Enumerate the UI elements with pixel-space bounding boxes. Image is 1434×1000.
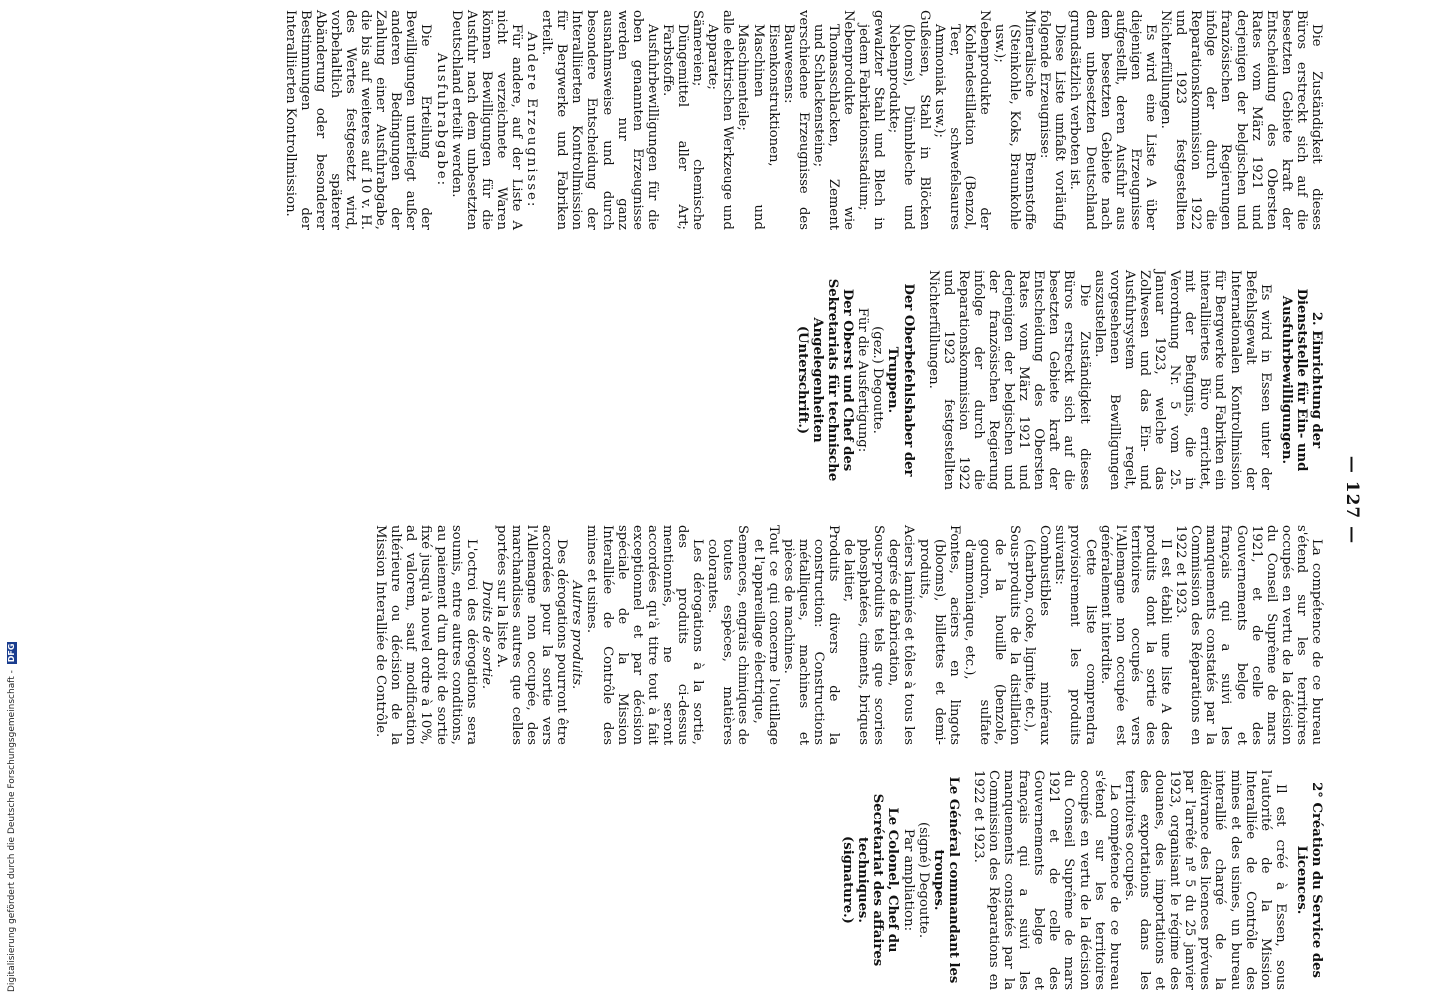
german-heading-andere: Andere Erzeugnisse: [524, 31, 540, 209]
french-list-item: Tout ce qui concerne l'outillage et l'appareillage électrique, [750, 525, 781, 745]
german-paragraph: Die Zuständigkeit dieses Büros erstreckt sich auf die besetzten Gebiete kraft der Entscheidung des Obersten Rates vom März 1921 und derjenigen der belgischen und der französischen Regierung infolge der durch die Reparationskommission 1922 und 1923 festgestellten Nichterfüllungen. [925, 270, 1092, 490]
french-paragraph: L'octroi des dérogations sera soumis, entre autres conditions, au paiement d'un droit de sortie fixé jusqu'à nouvel ordre à 10%, ad valorem, sauf modification ultérieure ou décision de la Mission Interalliée de Contrôle. [373, 525, 479, 745]
german-signature-name: (gez.) Degoutte. [870, 326, 886, 434]
french-list-item: Produits divers de la construction: Constructions métalliques, machines et pièces de machines. [780, 525, 841, 745]
french-heading-creation: 2° Création du Service des Licences. [1293, 782, 1324, 978]
german-signature-title: Der Oberbefehlshaber der Truppen. [885, 283, 916, 477]
german-list-item: Gußeisen, Stahl in Blöcken (blooms), Dünnbleche und Nebenprodukte; [886, 10, 932, 230]
german-paragraph: Es wird in Essen unter der Befehlsgewalt der Internationalen Kontrollmission für Bergwerke und Fabriken ein interalliiertes Büro errichtet, mit der Befugnis, die in Verordnung Nr. 5 vom 25. Januar 1923, welche das Zollwesen und das Ein- und Ausfuhrsystem regelt, vorgesehenen Bewilligungen auszustellen. [1091, 270, 1273, 490]
german-list-item: Mineralische Brennstoffe (Steinkohle, Koks, Braunkohle usw.); [992, 10, 1038, 230]
french-column-1 [373, 525, 1324, 745]
french-paragraph: Cette liste comprendra provisoirement les produits suivants: [1052, 525, 1098, 745]
french-signature-ampliation: Par ampliation: [900, 828, 916, 932]
french-list-item: Semences, engrais chimiques de toutes espèces, matières colorantes. [705, 525, 751, 745]
german-signature-mark: (Unterschrift.) [794, 325, 810, 435]
german-list-item: alle elektrischen Werkzeuge und Apparate; [705, 10, 736, 230]
german-column-1 [283, 10, 1324, 230]
french-column-2 [840, 770, 1324, 990]
german-paragraph: Für andere, auf der Liste A nicht verzeichnete Waren können Bewilligungen für die Ausfuhr nach dem unbesetzten Deutschland erteilt werden. [448, 10, 525, 230]
french-signature-office: Le Colonel, Chef du Secrétariat des affaires techniques. [855, 793, 901, 967]
german-heading-ausfuhr: Ausfuhrabgabe: [433, 52, 449, 188]
french-signature-mark: (signature.) [840, 836, 856, 924]
german-paragraph: Ausfuhrbewilligungen für die oben genannten Erzeugnisse werden nur ganz ausnahmsweise und durch besondere Entscheidung der Interalliierten Kontrollmission für Bergwerke und Fabriken erteilt. [539, 10, 660, 230]
german-column-2 [795, 270, 1324, 490]
german-paragraph: Die Zuständigkeit dieses Büros erstreckt sich auf die besetzten Gebiete kraft der Entscheidung des Obersten Rates vom März 1921 und derjenigen der belgischen und französischen Regierungen infolge der durch die Reparationskommission 1922 und 1923 festgestellten Nichterfüllungen. [1158, 10, 1324, 230]
french-paragraph: La compétence de ce bureau s'étend sur les territoires occupés en vertu de la décision du Conseil Suprême de mars 1921, et de celle des Gouvernements belge et français qui a suivi les manquements constatés par la Commission des Réparations en 1922 et 1923. [1173, 525, 1324, 745]
german-heading-einrichtung: 2. Einrichtung der Dienststelle für Ein- und Ausfuhrbewilligungen. [1278, 288, 1324, 472]
french-paragraph: Les dérogations à la sortie, des produits ci-dessus mentionnés, ne seront accordées qu'à titre tout à fait exceptionnel et par décision spéciale de la Mission Interalliée de Contrôle des mines et usines. [584, 525, 706, 745]
german-list-item: Nebenprodukte wie Thomasschlacken, Zement und Schlackensteine; [810, 10, 857, 230]
french-list-item: Fontes, aciers en lingots (blooms), billettes et demi-produits, [916, 525, 962, 745]
german-list-item: verschiedene Erzeugnisse des Bauwesens: Eisenkonstruktionen, Maschinen und Maschinenteile; [735, 10, 811, 230]
french-paragraph: La compétence de ce bureau s'étend sur les territoires occupés en vertu de la décision du Conseil Suprême de mars 1921 et de celle des Gouvernements belge et français qui a suivi les manquements constatés par la Commission des Réparations en 1922 et 1923. [970, 770, 1122, 990]
french-list-item: Aciers laminés et tôles à tous les degrés de fabrication, [886, 525, 917, 745]
french-paragraph: Il est établi une liste A des produits dont la sortie des territoires occupés vers l'Allemagne non occupée est généralement interdite. [1097, 525, 1174, 745]
german-signature-ampliation: Für die Ausfertigung: [855, 307, 871, 453]
german-signature-office: Der Oberst und Chef des Sekretariats für technische Angelegenheiten [810, 278, 856, 482]
french-list-item: Sous-produits tels que scories phosphatées, ciments, briques de laitier, [841, 525, 887, 745]
french-paragraph: Il est créé à Essen, sous l'autorité de la Mission Interalliée de Contrôle des mines et des usines, un bureau interallié chargé de la délivrance des licences prévues par l'arrêté nº 5 du 25 janvier 1923, organisant le régime des douanes, des importations et des exportations dans les territoires occupés. [1121, 770, 1288, 990]
french-list-item: Sous-produits de la distillation de la houille (benzole, goudron, sulfate d'ammoniaque, etc.), [961, 525, 1023, 745]
french-heading-droits: Droits de sortie. [478, 580, 494, 690]
german-paragraph: Die Erteilung der Bewilligungen unterliegt außer anderen Bedingungen der Zahlung einer Ausfuhrabgabe, die bis auf weiteres auf 10 v. H. des Wertes festgesetzt wird, vorbehaltlich späterer Abänderung oder besonderer Bestimmungen der Interalliierten Kontrollmission. [282, 10, 434, 230]
german-paragraph: Es wird eine Liste A über diejenigen Erzeugnisse aufgestellt, deren Ausfuhr aus dem besetzten Gebiete nach dem unbesetzten Deutschland grundsätzlich verboten ist. [1067, 10, 1158, 230]
german-list-item: Nebenprodukte der Kohlendestillation (Benzol, Teer, schwefelsaures Ammoniak usw.); [931, 10, 992, 230]
digitization-credit-text [4, 602, 20, 992]
dfg-logo: DFG [7, 643, 16, 663]
french-list-item: Combustibles minéraux (charbon, coke, lignite, etc.), [1022, 525, 1053, 745]
credit-label: Digitalisierung gefördert durch die Deutsche Forschungsgemeinschaft - [7, 670, 17, 992]
french-signature-name: (signé) Degoutte. [915, 821, 931, 939]
french-signature-title: Le Général commandant les troupes. [930, 776, 961, 984]
german-list-item: gewalzter Stahl und Blech in jedem Fabrikationsstadium; [856, 10, 887, 230]
german-list-item: Sämereien; chemische Düngemittel aller Art; Farbstoffe. [659, 10, 706, 230]
french-heading-autres: Autres produits. [569, 580, 585, 690]
german-paragraph: Diese Liste umfaßt vorläufig folgende Erzeugnisse: [1037, 10, 1068, 230]
digitization-credit [0, 600, 24, 1000]
page-number: — 127 — [1342, 455, 1362, 545]
french-paragraph: Des dérogations pourront être accordées pour la sortie vers l'Allemagne non occupée, des marchandises autres que celles portées sur la liste A. [493, 525, 570, 745]
